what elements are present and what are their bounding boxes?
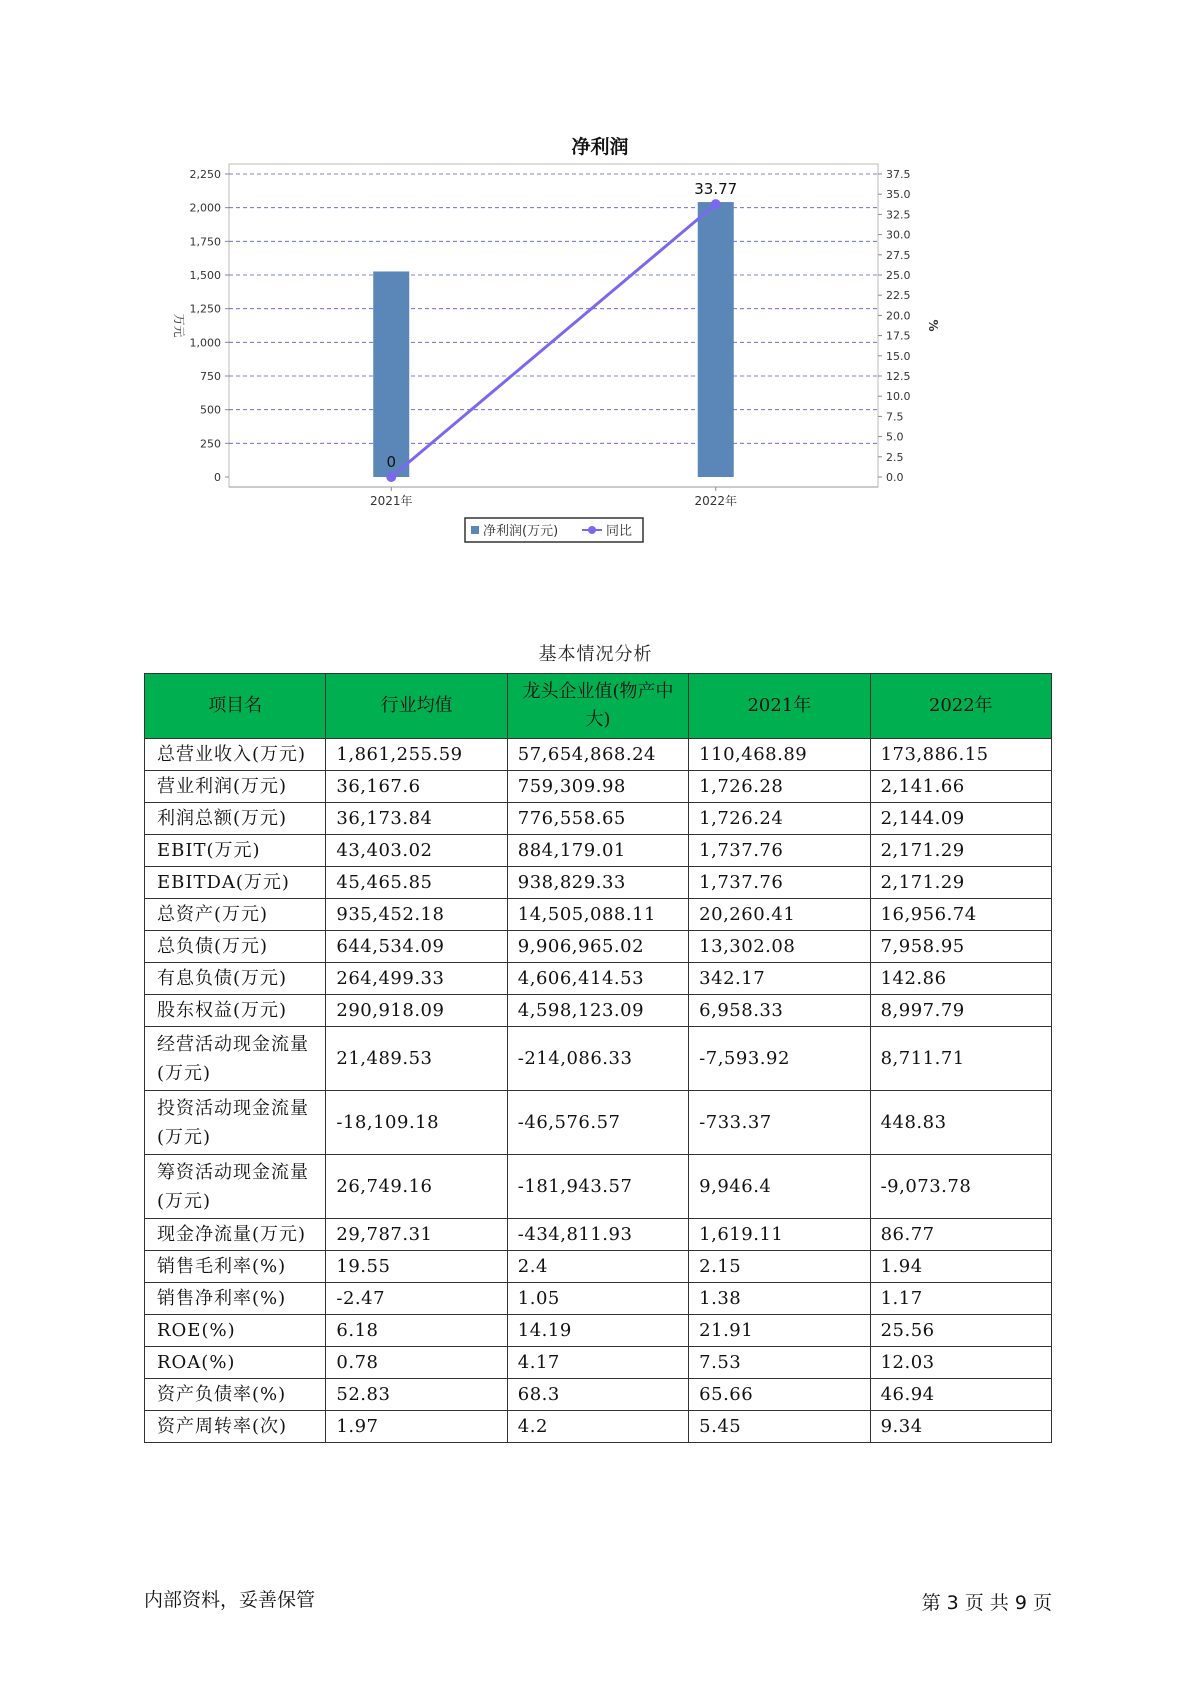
y-tick-label: 500 [200,403,221,417]
value-cell: 21,489.53 [326,1027,507,1091]
row-label-cell: ROE(%) [145,1315,326,1347]
table-row [145,1155,1052,1219]
bar-2021年 [373,271,409,477]
yoy-point [386,472,396,482]
y-tick-label: 2,000 [189,201,221,215]
value-cell: -7,593.92 [689,1027,870,1091]
yoy-data-label: 33.77 [694,180,738,199]
table-row [145,1219,1052,1251]
value-cell: 938,829.33 [507,867,688,899]
row-label-cell: 股东权益(万元) [145,995,326,1027]
value-cell: 884,179.01 [507,835,688,867]
value-cell: 86.77 [870,1219,1051,1251]
value-cell: 19.55 [326,1251,507,1283]
value-cell: 448.83 [870,1091,1051,1155]
row-label-cell: 营业利润(万元) [145,771,326,803]
yoy-data-label: 0 [386,453,397,471]
header-industry-avg: 行业均值 [326,674,507,739]
table-row [145,1251,1052,1283]
row-label-cell: 销售净利率(%) [145,1283,326,1315]
row-label-cell: 投资活动现金流量(万元) [145,1091,326,1155]
value-cell: 644,534.09 [326,931,507,963]
value-cell: 2.4 [507,1251,688,1283]
row-label-cell: 总负债(万元) [145,931,326,963]
x-tick-label: 2021年 [369,494,413,508]
value-cell: 1.17 [870,1283,1051,1315]
table-row [145,771,1052,803]
value-cell: 1,619.11 [689,1219,870,1251]
header-item-name: 项目名 [145,674,326,739]
basic-analysis-table [144,673,1052,1443]
row-label-cell: 资产负债率(%) [145,1379,326,1411]
plot-area [229,164,878,487]
y2-tick-label: 2.5 [886,450,904,464]
header-leader-value: 龙头企业值(物产中大) [507,674,688,739]
chart-svg [150,130,1050,600]
value-cell: 9.34 [870,1411,1051,1443]
y2-tick-label: 27.5 [886,248,911,262]
y2-tick-label: 17.5 [886,329,911,343]
table-row [145,835,1052,867]
value-cell: 142.86 [870,963,1051,995]
value-cell: 9,946.4 [689,1155,870,1219]
y2-tick-label: 20.0 [886,309,911,323]
table-row [145,1315,1052,1347]
net-profit-chart [150,130,1050,600]
y-tick-label: 1,750 [189,235,221,249]
value-cell: -434,811.93 [507,1219,688,1251]
y-tick-label: 0 [214,471,221,484]
legend-bar-label: 净利润(万元) [483,524,559,539]
yoy-point [711,199,721,209]
y2-axis-label: % [926,319,940,332]
table-row [145,1411,1052,1443]
value-cell: 4.17 [507,1347,688,1379]
value-cell: 5.45 [689,1411,870,1443]
value-cell: 65.66 [689,1379,870,1411]
value-cell: -46,576.57 [507,1091,688,1155]
value-cell: 9,906,965.02 [507,931,688,963]
bar-2022年 [698,202,734,477]
chart-title: 净利润 [571,136,629,158]
value-cell: 1.38 [689,1283,870,1315]
value-cell: -214,086.33 [507,1027,688,1091]
row-label-cell: 销售毛利率(%) [145,1251,326,1283]
table-row [145,1027,1052,1091]
y-tick-label: 250 [200,437,221,451]
y-tick-label: 750 [200,370,221,383]
row-label-cell: ROA(%) [145,1347,326,1379]
row-label-cell: 利润总额(万元) [145,803,326,835]
value-cell: 2,171.29 [870,867,1051,899]
value-cell: 264,499.33 [326,963,507,995]
value-cell: 110,468.89 [689,739,870,771]
value-cell: 36,173.84 [326,803,507,835]
value-cell: 14,505,088.11 [507,899,688,931]
row-label-cell: 筹资活动现金流量(万元) [145,1155,326,1219]
value-cell: 2.15 [689,1251,870,1283]
value-cell: 2,141.66 [870,771,1051,803]
value-cell: 16,956.74 [870,899,1051,931]
value-cell: -733.37 [689,1091,870,1155]
value-cell: 4.2 [507,1411,688,1443]
table-row [145,1347,1052,1379]
value-cell: 1,726.28 [689,771,870,803]
value-cell: 935,452.18 [326,899,507,931]
row-label-cell: EBITDA(万元) [145,867,326,899]
value-cell: 14.19 [507,1315,688,1347]
value-cell: 6,958.33 [689,995,870,1027]
value-cell: 2,144.09 [870,803,1051,835]
value-cell: 4,606,414.53 [507,963,688,995]
y2-tick-label: 32.5 [886,208,911,222]
value-cell: 36,167.6 [326,771,507,803]
value-cell: 68.3 [507,1379,688,1411]
y2-tick-label: 35.0 [886,188,911,202]
value-cell: 7.53 [689,1347,870,1379]
table-body [145,739,1052,1443]
legend-line-marker [588,526,596,534]
x-tick-label: 2022年 [694,494,738,508]
value-cell: 13,302.08 [689,931,870,963]
row-label-cell: 经营活动现金流量(万元) [145,1027,326,1091]
value-cell: 45,465.85 [326,867,507,899]
value-cell: 1.94 [870,1251,1051,1283]
table-caption: 基本情况分析 [538,644,653,665]
value-cell: 43,403.02 [326,835,507,867]
value-cell: -9,073.78 [870,1155,1051,1219]
row-label-cell: 总资产(万元) [145,899,326,931]
y2-tick-label: 5.0 [886,430,904,444]
y2-tick-label: 0.0 [886,471,904,484]
y2-tick-label: 25.0 [886,269,911,282]
y2-tick-label: 30.0 [886,228,911,242]
value-cell: 1.97 [326,1411,507,1443]
value-cell: 1,737.76 [689,835,870,867]
value-cell: 21.91 [689,1315,870,1347]
table-row [145,995,1052,1027]
value-cell: 57,654,868.24 [507,739,688,771]
header-2021: 2021年 [689,674,870,739]
y-tick-label: 2,250 [189,168,221,181]
value-cell: 25.56 [870,1315,1051,1347]
value-cell: 1,737.76 [689,867,870,899]
value-cell: 4,598,123.09 [507,995,688,1027]
footer-page-number: 第 3 页 共 9 页 [921,1592,1052,1614]
row-label-cell: 现金净流量(万元) [145,1219,326,1251]
row-label-cell: 资产周转率(次) [145,1411,326,1443]
value-cell: 12.03 [870,1347,1051,1379]
value-cell: -2.47 [326,1283,507,1315]
value-cell: 1,726.24 [689,803,870,835]
table-row [145,1379,1052,1411]
value-cell: 46.94 [870,1379,1051,1411]
table-row [145,803,1052,835]
value-cell: 1.05 [507,1283,688,1315]
table-row [145,1091,1052,1155]
y2-tick-label: 22.5 [886,289,911,303]
y2-tick-label: 12.5 [886,370,911,383]
y2-tick-label: 7.5 [886,410,904,424]
value-cell: 6.18 [326,1315,507,1347]
value-cell: -18,109.18 [326,1091,507,1155]
table-row [145,1283,1052,1315]
value-cell: 26,749.16 [326,1155,507,1219]
y2-tick-label: 37.5 [886,168,911,181]
y2-tick-label: 15.0 [886,349,911,363]
footer-confidential-note: 内部资料，妥善保管 [144,1589,316,1611]
legend-line-label: 同比 [606,524,633,539]
row-label-cell: EBIT(万元) [145,835,326,867]
table-row [145,739,1052,771]
value-cell: 290,918.09 [326,995,507,1027]
table-header-row [145,674,1052,739]
value-cell: 759,309.98 [507,771,688,803]
table-row [145,963,1052,995]
header-2022: 2022年 [870,674,1051,739]
value-cell: 173,886.15 [870,739,1051,771]
value-cell: 20,260.41 [689,899,870,931]
value-cell: 1,861,255.59 [326,739,507,771]
y-tick-label: 1,500 [189,269,221,282]
y-tick-label: 1,000 [189,336,221,350]
value-cell: 776,558.65 [507,803,688,835]
value-cell: 52.83 [326,1379,507,1411]
legend-bar-swatch [471,526,479,534]
table-row [145,867,1052,899]
table-row [145,931,1052,963]
y-tick-label: 1,250 [189,302,221,316]
table-row [145,899,1052,931]
row-label-cell: 有息负债(万元) [145,963,326,995]
y-axis-label: 万元 [172,313,186,338]
value-cell: 342.17 [689,963,870,995]
value-cell: 7,958.95 [870,931,1051,963]
value-cell: 2,171.29 [870,835,1051,867]
value-cell: 8,997.79 [870,995,1051,1027]
y2-tick-label: 10.0 [886,390,911,404]
value-cell: 29,787.31 [326,1219,507,1251]
value-cell: -181,943.57 [507,1155,688,1219]
value-cell: 0.78 [326,1347,507,1379]
value-cell: 8,711.71 [870,1027,1051,1091]
row-label-cell: 总营业收入(万元) [145,739,326,771]
